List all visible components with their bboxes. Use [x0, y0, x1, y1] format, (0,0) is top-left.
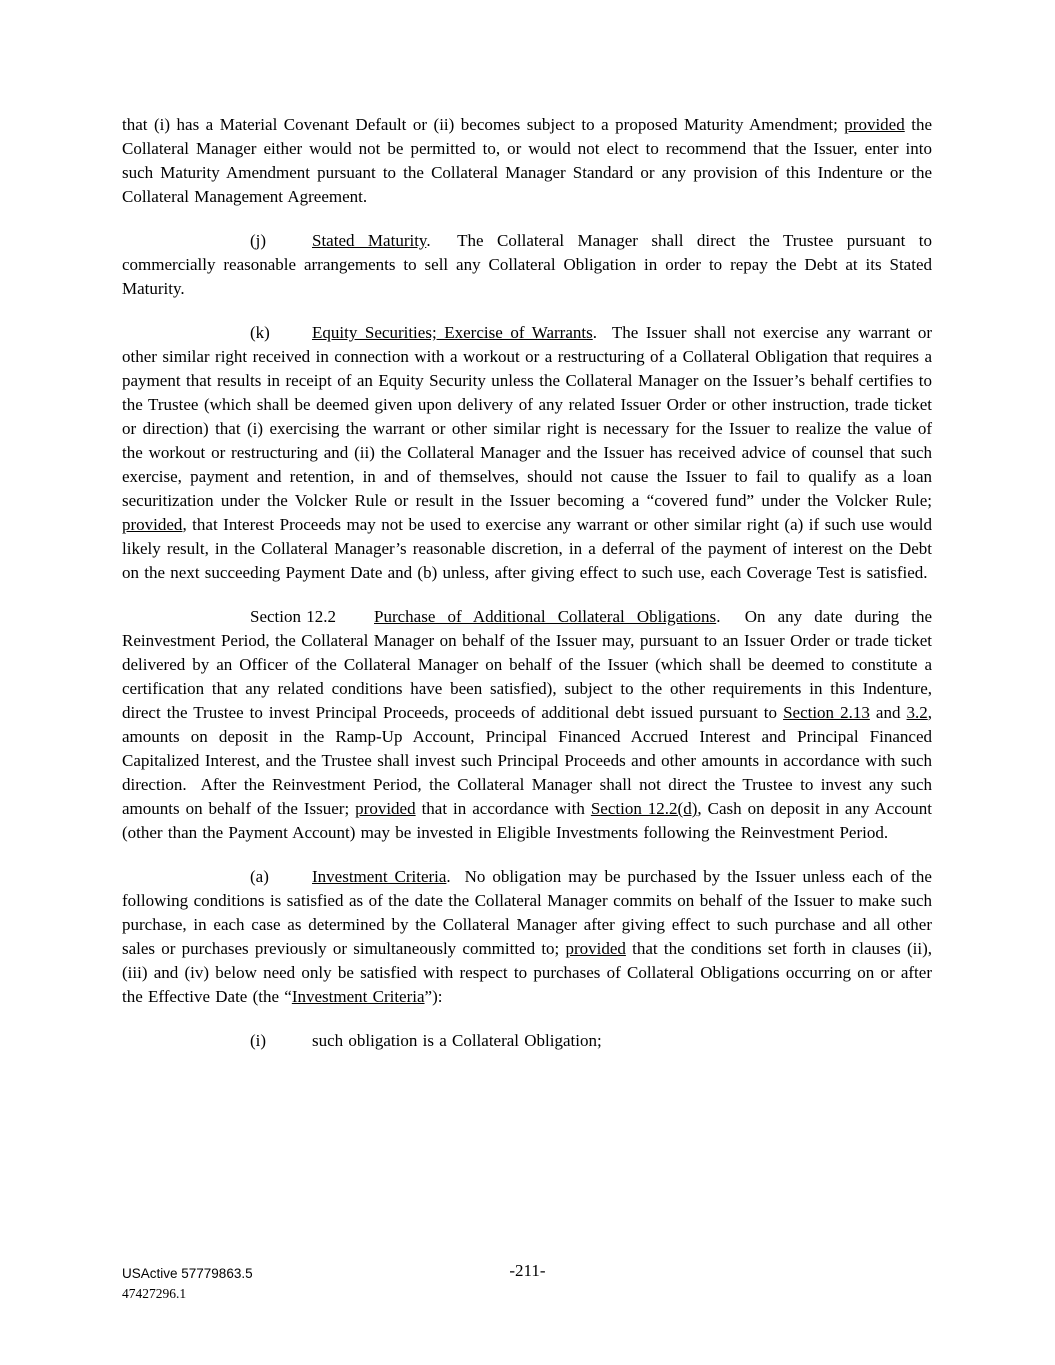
paragraph-section-12-2	[122, 605, 932, 845]
footer-doc-stamp-line1: USActive 57779863.5	[122, 1266, 253, 1281]
cross-reference: Section 2.13	[783, 703, 870, 722]
paragraph-label: (a)	[250, 867, 269, 886]
text-run: the Collateral Manager either would not be permitted to, or would not elect to recommend that the Issuer, enter into such Maturity Amendment pursuant to the Collateral Manager Standard or any provision of this Indenture or the Collateral Management Agreement.	[122, 115, 932, 206]
paragraph-item-j	[122, 229, 932, 301]
text-run: that the conditions set forth in clauses (ii), (iii) and (iv) below need only be satisfied with respect to purchases of Collateral Obligations occurring on or after the Effective Date (the “	[122, 939, 932, 1006]
clause-heading: Investment Criteria	[312, 867, 447, 886]
underlined-term: provided	[844, 115, 905, 134]
cross-reference: 3.2	[906, 703, 928, 722]
underlined-term: provided	[355, 799, 416, 818]
text-run: ”):	[424, 987, 443, 1006]
cross-reference: Section 12.2(d)	[590, 799, 698, 818]
text-run: . No obligation may be purchased by the Issuer unless each of the following conditions is satisfied as of the date the Collateral Manager commits on behalf of the Issuer to make such purchase, in each case as determined by the Collateral Manager after giving effect to such purchase and all other sales or purchases previously or simultaneously committed to;	[122, 867, 932, 958]
text-run: , amounts on deposit in the Ramp-Up Account, Principal Financed Accrued Interest and Principal Financed Capitalized Interest, and the Trustee shall invest such Principal Proceeds and other amounts in accordance with such direction. After the Reinvestment Period, the Collateral Manager shall not direct the Trustee to invest any such amounts on behalf of the Issuer;	[122, 703, 932, 818]
section-number-label: Section 12.2	[250, 607, 336, 626]
text-run: . The Issuer shall not exercise any warrant or other similar right received in connection with a workout or a restructuring of a Collateral Obligation that requires a payment that results in receipt of an Equity Security unless the Collateral Manager on the Issuer’s behalf certifies to the Trustee (which shall be deemed given upon delivery of any related Issuer Order or other instruction, trade ticket or direction) that (i) exercising the warrant or other similar right is necessary for the Issuer to realize the value of the workout or restructuring and (ii) the Collateral Manager and the Issuer has received advice of counsel that such exercise, payment and retention, in and of themselves, should not cause the Issuer to fail to qualify as a loan securitization under the Volcker Rule or result in the Issuer becoming a “covered fund” under the Volcker Rule;	[122, 323, 933, 510]
text-run: such obligation is a Collateral Obligation;	[312, 1031, 602, 1050]
paragraph-label: (k)	[250, 323, 270, 342]
section-heading: Purchase of Additional Collateral Obligations	[374, 607, 717, 626]
footer-doc-stamp-line2: 47427296.1	[122, 1286, 187, 1301]
text-run: , Cash on deposit in any Account (other than the Payment Account) may be invested in Eligible Investments following the Reinvestment Period.	[122, 799, 932, 842]
list-item-i	[122, 1029, 932, 1053]
document-body	[122, 113, 932, 1073]
clause-heading: Equity Securities; Exercise of Warrants	[312, 323, 593, 342]
clause-heading: Stated Maturity	[312, 231, 427, 250]
text-run: , that Interest Proceeds may not be used to exercise any warrant or other similar right (a) if such use would likely result, in the Collateral Manager’s reasonable discretion, in a deferral of the payment of interest on the Debt on the next succeeding Payment Date and (b) unless, after giving effect to such use, each Coverage Test is satisfied.	[122, 515, 932, 582]
paragraph-item-k	[122, 321, 932, 585]
paragraph-item-a	[122, 865, 932, 1009]
paragraph-label: (i)	[250, 1031, 267, 1050]
page-number: -211-	[509, 1261, 546, 1280]
text-run: . The Collateral Manager shall direct the Trustee pursuant to commercially reasonable arrangements to sell any Collateral Obligation in order to repay the Debt at its Stated Maturity.	[122, 231, 932, 298]
underlined-term: provided	[122, 515, 183, 534]
text-run: that in accordance with	[415, 799, 591, 818]
paragraph-label: (j)	[250, 231, 267, 250]
paragraph-continuation	[122, 113, 932, 209]
text-run: that (i) has a Material Covenant Default or (ii) becomes subject to a proposed Maturity Amendment;	[122, 115, 845, 134]
defined-term: Investment Criteria	[291, 987, 425, 1006]
text-run: . On any date during the Reinvestment Period, the Collateral Manager on behalf of the Issuer may, pursuant to an Issuer Order or trade ticket delivered by an Officer of the Collateral Manager on behalf of the Issuer (which shall be deemed to constitute a certification that any related conditions have been satisfied), subject to the other requirements in this Indenture, direct the Trustee to invest Principal Proceeds, proceeds of additional debt issued pursuant to	[122, 607, 932, 722]
underlined-term: provided	[565, 939, 626, 958]
text-run: and	[869, 703, 907, 722]
